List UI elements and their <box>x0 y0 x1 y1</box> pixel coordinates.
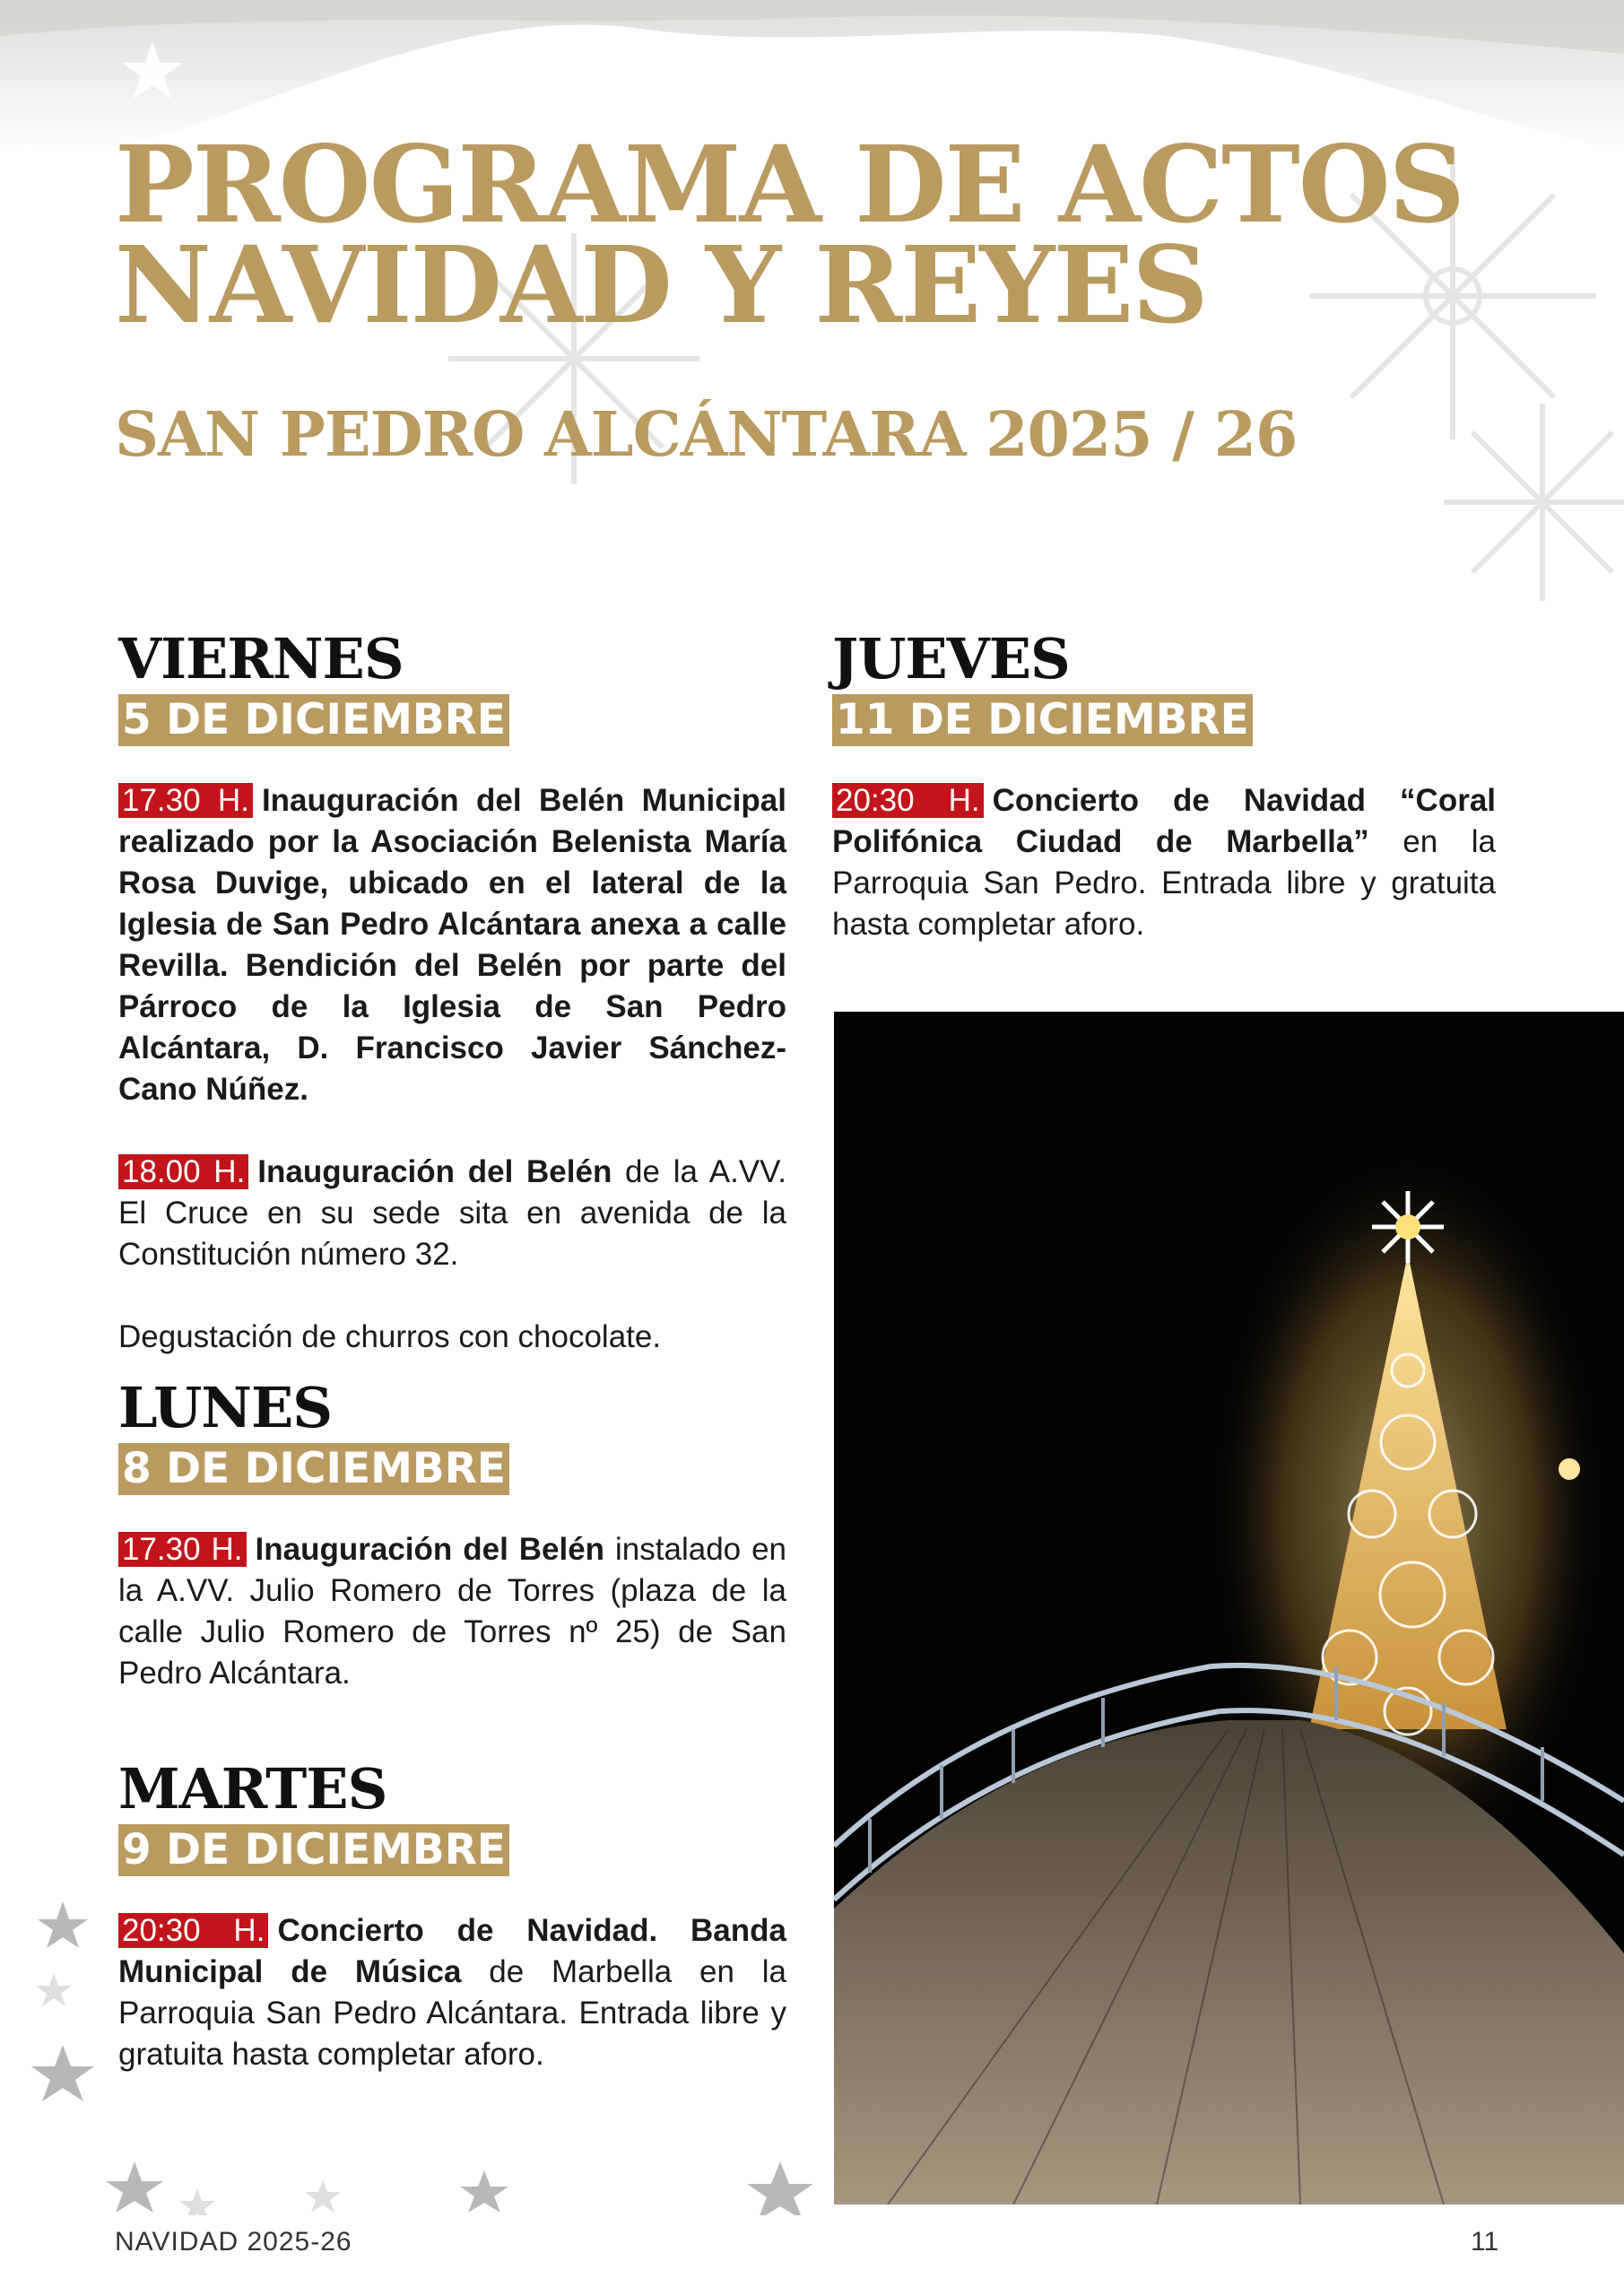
event-description: Degustación de churros con chocolate. <box>118 1319 662 1354</box>
day-date-badge: 9 DE DICIEMBRE <box>118 1824 509 1876</box>
event-title: Inauguración del Belén Municipal realizado por la Asociación Belenista María Rosa Duvige, ubicado en el lateral de la Iglesia de San Pedro Alcántara anexa a calle Revilla. Bendición del Belén por parte del Párroco de la Iglesia de San Pedro Alcántara, D. Francisco Javier Sánchez-Cano Núñez. <box>118 783 786 1107</box>
event-description: de Marbella en la Parroquia San Pedro Alcántara. Entrada libre y gratuita hasta completar aforo. <box>118 1954 786 2072</box>
page-number: 11 <box>1471 2227 1499 2257</box>
day-name: MARTES <box>118 1756 387 1822</box>
event-title: Inauguración del Belén <box>257 1154 612 1189</box>
footer-publication: NAVIDAD 2025-26 <box>115 2227 352 2257</box>
event-note <box>118 1317 786 1358</box>
day-name: LUNES <box>118 1375 332 1440</box>
event-time-badge: 17.30 H. <box>118 1532 247 1567</box>
event-item <box>832 780 1496 945</box>
day-date-badge: 8 DE DICIEMBRE <box>118 1443 509 1495</box>
event-description: de la A.VV. El Cruce en su sede sita en avenida de la Constitución número 32. <box>118 1154 786 1272</box>
day-date-badge: 5 DE DICIEMBRE <box>118 694 509 746</box>
event-title: Concierto de Navidad “Coral Polifónica Ciudad de Marbella” <box>832 783 1497 859</box>
page-subtitle: SAN PEDRO ALCÁNTARA 2025 / 26 <box>115 399 1298 471</box>
event-description: en la Parroquia San Pedro. Entrada libre y gratuita hasta completar aforo. <box>832 824 1496 942</box>
decorative-stars <box>0 1839 843 2215</box>
title-line-1: PROGRAMA DE ACTOS <box>115 122 1463 247</box>
day-block-jueves <box>832 628 1496 945</box>
event-time-badge: 17.30 H. <box>118 783 253 818</box>
title-line-2: NAVIDAD Y REYES <box>115 222 1207 347</box>
event-title: Concierto de Navidad. Banda Municipal de Música <box>118 1913 786 1989</box>
christmas-tree-bridge-photo <box>834 1012 1624 2205</box>
event-item <box>118 780 786 1110</box>
day-block-viernes <box>118 628 786 1358</box>
event-title: Inauguración del Belén <box>255 1532 605 1567</box>
event-description: instalado en la A.VV. Julio Romero de Torres (plaza de la calle Julio Romero de Torres nº 25) de San Pedro Alcántara. <box>118 1532 787 1691</box>
page-title <box>115 122 1463 347</box>
event-item <box>118 1152 786 1275</box>
event-time-badge: 20:30 H. <box>832 783 984 818</box>
day-date-badge: 11 DE DICIEMBRE <box>832 694 1253 746</box>
event-item <box>118 1529 786 1694</box>
day-name: VIERNES <box>118 626 404 691</box>
event-time-badge: 20:30 H. <box>118 1913 268 1948</box>
day-block-lunes <box>118 1377 786 1694</box>
day-name: JUEVES <box>832 626 1070 691</box>
event-time-badge: 18.00 H. <box>118 1154 248 1189</box>
